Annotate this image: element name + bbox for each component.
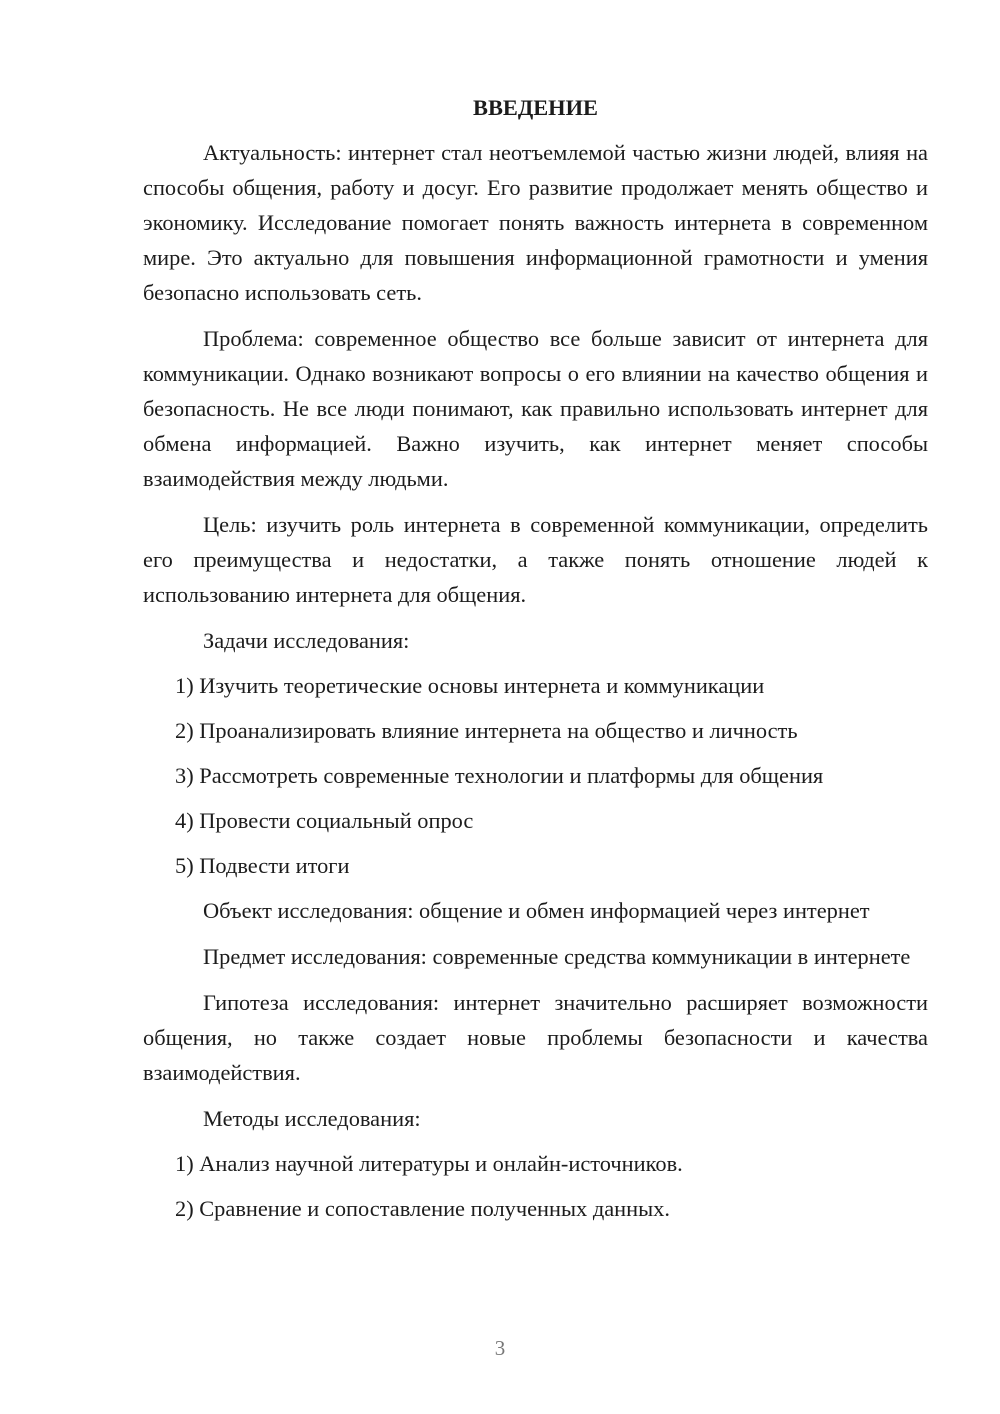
tasks-label: Задачи исследования:	[203, 628, 410, 653]
page-number: 3	[494, 1336, 506, 1360]
paragraph-problem: Проблема: современное общество все больше зависит от интернета для коммуникации. Однако возникают вопросы о его влиянии на качество общения и безопасность. Не все люди понимают, как правильно использовать интернет для обмена информацией. Важно изучить, как интернет меняет способы взаимодействия между людьми.	[143, 326, 928, 491]
list-item: 2) Проанализировать влияние интернета на общество и личность	[175, 718, 798, 743]
paragraph-hypothesis: Гипотеза исследования: интернет значительно расширяет возможности общения, но также создает новые проблемы безопасности и качества взаимодействия.	[143, 990, 928, 1085]
list-item: 1) Изучить теоретические основы интернета и коммуникации	[175, 673, 765, 698]
section-heading: ВВЕДЕНИЕ	[473, 95, 598, 120]
list-item: 5) Подвести итоги	[175, 853, 350, 878]
paragraph-object: Объект исследования: общение и обмен информацией через интернет	[203, 898, 870, 923]
list-item: 4) Провести социальный опрос	[175, 808, 474, 833]
paragraph-subject: Предмет исследования: современные средства коммуникации в интернете	[203, 944, 911, 969]
list-item: 3) Рассмотреть современные технологии и платформы для общения	[175, 763, 824, 788]
tasks-list	[143, 668, 928, 883]
methods-label: Методы исследования:	[203, 1106, 421, 1131]
document-page	[143, 90, 928, 1226]
list-item: 2) Сравнение и сопоставление полученных данных.	[175, 1196, 670, 1221]
methods-list	[143, 1146, 928, 1226]
list-item: 1) Анализ научной литературы и онлайн-источников.	[175, 1151, 683, 1176]
paragraph-goal: Цель: изучить роль интернета в современной коммуникации, определить его преимущества и недостатки, а также понять отношение людей к использованию интернета для общения.	[143, 512, 928, 607]
paragraph-relevance: Актуальность: интернет стал неотъемлемой частью жизни людей, влияя на способы общения, работу и досуг. Его развитие продолжает менять общество и экономику. Исследование помогает понять важность интернета в современном мире. Это актуально для повышения информационной грамотности и умения безопасно использовать сеть.	[143, 140, 928, 305]
